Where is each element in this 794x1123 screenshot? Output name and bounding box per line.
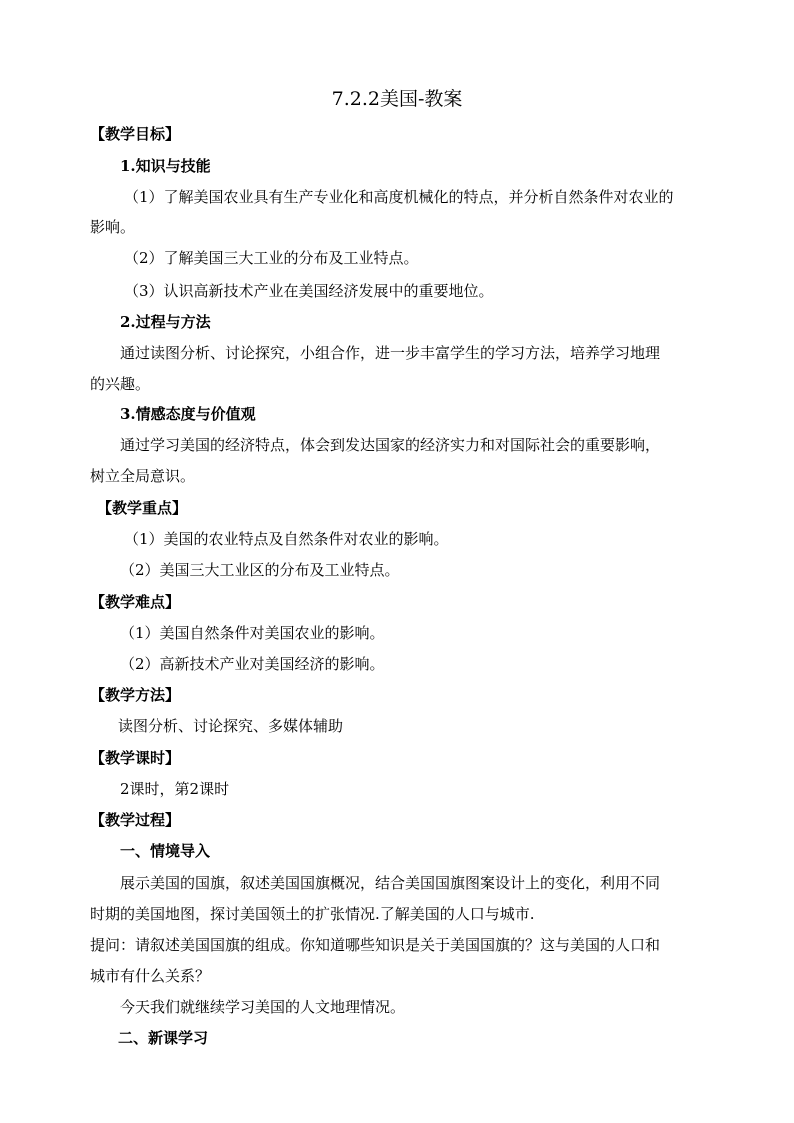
paragraph-line: 影响。: [90, 218, 136, 236]
paragraph-line: 通过读图分析、讨论探究，小组合作，进一步丰富学生的学习方法，培养学习地理: [120, 344, 661, 362]
subheading-new-lesson: 二、新课学习: [118, 1029, 209, 1047]
section-heading-goals: 【教学目标】: [90, 125, 181, 143]
paragraph-line: 城市有什么关系？: [90, 967, 211, 985]
section-heading-process: 【教学过程】: [90, 811, 181, 829]
paragraph-line: 树立全局意识。: [90, 467, 196, 485]
paragraph-line: （2）美国三大工业区的分布及工业特点。: [120, 561, 400, 579]
paragraph-line: 展示美国的国旗，叙述美国国旗概况，结合美国国旗图案设计上的变化，利用不同: [120, 874, 661, 892]
subheading-knowledge: 1.知识与技能: [120, 157, 211, 175]
subheading-process: 2.过程与方法: [120, 313, 211, 331]
document-title: 7.2.2美国-教案: [331, 88, 463, 110]
paragraph-line: 时期的美国地图，探讨美国领土的扩张情况.了解美国的人口与城市.: [90, 905, 535, 923]
section-heading-hours: 【教学课时】: [90, 749, 181, 767]
paragraph-line: （2）高新技术产业对美国经济的影响。: [120, 655, 385, 673]
section-heading-method: 【教学方法】: [90, 686, 181, 704]
paragraph-line: （2）了解美国三大工业的分布及工业特点。: [124, 249, 419, 267]
paragraph-line: 2课时，第2课时: [120, 780, 230, 798]
paragraph-line: （1）了解美国农业具有生产专业化和高度机械化的特点，并分析自然条件对农业的: [124, 188, 674, 206]
paragraph-line: 通过学习美国的经济特点，体会到发达国家的经济实力和对国际社会的重要影响，: [120, 436, 661, 454]
paragraph-line: 今天我们就继续学习美国的人文地理情况。: [120, 998, 406, 1016]
paragraph-line: （3）认识高新技术产业在美国经济发展中的重要地位。: [124, 282, 494, 300]
section-heading-key: 【教学重点】: [97, 499, 188, 517]
subheading-intro: 一、情境导入: [120, 842, 211, 860]
paragraph-line: 提问：请叙述美国国旗的组成。你知道哪些知识是关于美国国旗的？这与美国的人口和: [90, 936, 661, 954]
paragraph-line: （1）美国自然条件对美国农业的影响。: [120, 624, 385, 642]
subheading-attitude: 3.情感态度与价值观: [120, 405, 256, 423]
paragraph-line: （1）美国的农业特点及自然条件对农业的影响。: [124, 530, 449, 548]
paragraph-line: 的兴趣。: [90, 375, 151, 393]
paragraph-line: 读图分析、讨论探究、多媒体辅助: [118, 717, 344, 735]
section-heading-difficult: 【教学难点】: [90, 593, 181, 611]
